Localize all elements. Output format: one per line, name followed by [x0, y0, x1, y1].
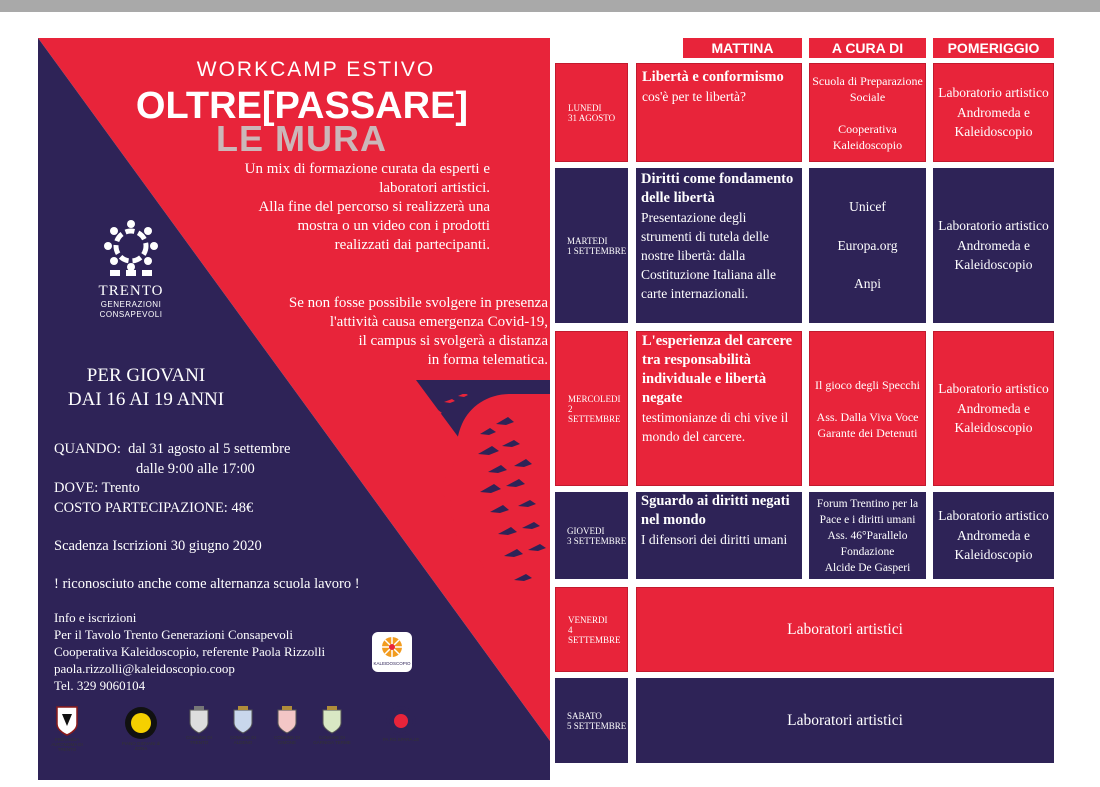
flyer-subtitle: LE MURA: [216, 118, 387, 159]
sponsor-cimone: COMUNE DI CIMONE: [266, 706, 308, 745]
kal-logo-text: KALEIDOSCOPIO: [373, 661, 411, 666]
logo-sub2: CONSAPEVOLI: [99, 310, 163, 319]
mattina-cell-giovedi: Sguardo ai diritti negati nel mondo I difensori dei diritti umani: [636, 492, 802, 579]
trento-province-crest-icon: [56, 706, 78, 736]
workcamp-label: WORKCAMP ESTIVO: [196, 58, 436, 81]
face-birds-illustration: [418, 394, 550, 624]
mattina-cell-martedi: Diritti come fondamento delle libertà Presentazione degli strumenti di tutela delle nostre libertà: dalla Costituzione Italiana alle carte internazionali.: [636, 168, 802, 323]
paro-spara-logo: [386, 706, 416, 736]
sponsor-piano-giovani: PIANO GIOVANI di ZONA: [118, 706, 164, 751]
comune-trento-crest-icon: [189, 706, 209, 734]
quando-label: QUANDO:: [54, 441, 121, 457]
sponsor-garniga: COMUNE DI GARNIGA TERME: [310, 706, 354, 745]
pomeriggio-cell-lunedi: Laboratorio artistico Andromeda e Kaleidoscopio: [933, 63, 1054, 162]
day-cell-sabato: SABATO 5 SETTEMBRE: [555, 678, 628, 763]
mattina-cell-mercoledi: L'esperienza del carcere tra responsabilità individuale e libertà negate testimonianze di chi vive il mondo del carcere.: [636, 331, 802, 486]
trento-generazioni-logo: [96, 218, 166, 320]
laboratori-cell-sabato: Laboratori artistici: [636, 678, 1054, 763]
flyer-panel: [38, 38, 550, 780]
people-circle-icon: [96, 218, 166, 276]
day-cell-giovedi: GIOVEDI 3 SETTEMBRE: [555, 492, 628, 579]
costo: COSTO PARTECIPAZIONE: 48€: [54, 499, 254, 516]
sponsor-logos: [38, 706, 438, 766]
sponsor-paro-spara: PA.RO.SPARA.LE: [378, 706, 424, 742]
event-details: [54, 440, 344, 518]
sponsor-comune-trento: COMUNE DI TRENTO: [178, 706, 220, 745]
piano-giovani-logo: [124, 706, 158, 740]
day-cell-venerdi: VENERDI 4 SETTEMBRE: [555, 587, 628, 672]
logo-city: TRENTO: [98, 283, 164, 299]
logo-sub1: GENERAZIONI: [100, 300, 162, 309]
alternanza-note: ! riconosciuto anche come alternanza scuola lavoro !: [54, 576, 360, 592]
pomeriggio-cell-martedi: Laboratorio artistico Andromeda e Kaleidoscopio: [933, 168, 1054, 323]
header-cura: A CURA DI: [809, 38, 926, 58]
sponsor-aldeno: COMUNE DI ALDENO: [222, 706, 264, 745]
deadline: Scadenza Iscrizioni 30 giugno 2020: [54, 538, 262, 554]
laboratori-cell-venerdi: Laboratori artistici: [636, 587, 1054, 672]
day-cell-martedi: MARTEDI 1 SETTEMBRE: [555, 168, 628, 323]
garniga-crest-icon: [322, 706, 342, 734]
top-bar: [0, 0, 1100, 12]
cura-cell-mercoledi: Il gioco degli Specchi Ass. Dalla Viva Voce Garante dei Detenuti: [809, 331, 926, 486]
pomeriggio-cell-mercoledi: Laboratorio artistico Andromeda e Kaleidoscopio: [933, 331, 1054, 486]
contact-phone: Tel. 329 9060104: [54, 678, 146, 693]
cura-cell-martedi: Unicef Europa.org Anpi: [809, 168, 926, 323]
kaleidoscopio-logo: [372, 632, 412, 672]
quando-hours: dalle 9:00 alle 17:00: [136, 460, 255, 477]
mattina-cell-lunedi: Libertà e conformismo cos'è per te libertà?: [636, 63, 802, 162]
covid-notice: Se non fosse possibile svolgere in presenza l'attività causa emergenza Covid-19, il campus si svolgerà a distanza in forma telematica.: [288, 295, 548, 368]
target-age: PER GIOVANI DAI 16 AI 19 ANNI: [67, 365, 225, 410]
flyer-title: OLTRE[PASSARE]: [135, 85, 469, 127]
contact-info: Info e iscrizioni Per il Tavolo Trento Generazioni Consapevoli Cooperativa Kaleidoscopio, referente Paola Rizzolli paola.rizzolli@kaleidoscopio.coop Tel. 329 9060104: [54, 609, 364, 694]
quando-value: dal 31 agosto al 5 settembre: [128, 441, 291, 457]
day-cell-mercoledi: MERCOLEDI 2 SETTEMBRE: [555, 331, 628, 486]
kaleidoscope-icon: [372, 632, 412, 672]
header-pomeriggio: POMERIGGIO: [933, 38, 1054, 58]
intro-text: Un mix di formazione curata da esperti e laboratori artistici. Alla fine del percorso si realizzerà una mostra o un video con i prodotti realizzati dai partecipanti.: [244, 161, 490, 253]
aldeno-crest-icon: [233, 706, 253, 734]
pomeriggio-cell-giovedi: Laboratorio artistico Andromeda e Kaleidoscopio: [933, 492, 1054, 579]
cimone-crest-icon: [277, 706, 297, 734]
cura-cell-lunedi: Scuola di Preparazione Sociale Cooperativa Kaleidoscopio: [809, 63, 926, 162]
sponsor-provincia: PROVINCIA AUTONOMA DI TRENTO: [44, 706, 90, 752]
day-cell-lunedi: LUNEDI 31 AGOSTO: [555, 63, 628, 162]
dove: DOVE: Trento: [54, 480, 140, 496]
cura-cell-giovedi: Forum Trentino per la Pace e i diritti umani Ass. 46°Parallelo Fondazione Alcide De Gasperi: [809, 492, 926, 579]
contact-email[interactable]: paola.rizzolli@kaleidoscopio.coop: [54, 661, 235, 676]
header-mattina: MATTINA: [683, 38, 802, 58]
